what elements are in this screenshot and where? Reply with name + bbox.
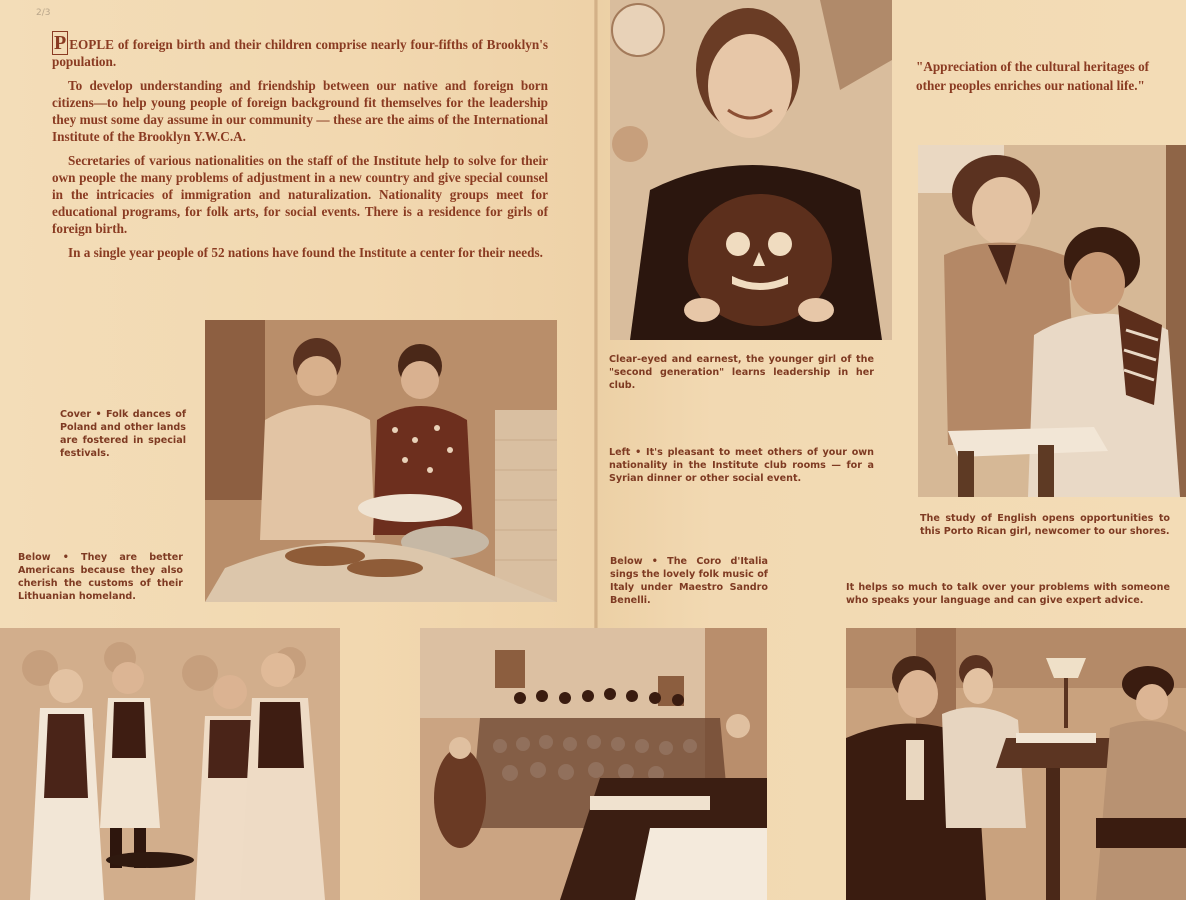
photo-porto-rican-study — [918, 145, 1186, 497]
caption-cover: Cover • Folk dances of Poland and other lands are fostered in special festivals. — [60, 409, 186, 459]
photo-syrian-dinner — [205, 320, 557, 602]
pull-quote: "Appreciation of the cultural heritages of other peoples enriches our national life." — [916, 59, 1150, 93]
photo-coro-ditalia — [420, 628, 767, 900]
photo-counsel-meeting — [846, 628, 1186, 900]
photo-lithuanian-costumes — [0, 628, 340, 900]
caption-counsel: It helps so much to talk over your problems with someone who speaks your language and can give expert advice. — [846, 582, 1170, 606]
intro-paragraph-4: In a single year people of 52 nations have found the Institute a center for their needs. — [68, 245, 543, 260]
caption-below-coro: Below • The Coro d'Italia sings the lovely folk music of Italy under Maestro Sandro Benelli. — [610, 556, 768, 606]
intro-paragraph-3: Secretaries of various nationalities on the staff of the Institute help to solve for their own people the many problems of adjustment in a new country and give special counsel in the intricacies of immigration and naturalization. Nationality groups meet for educational programs, for folk arts, for social events. There is a residence for girls of foreign birth. — [52, 153, 548, 236]
caption-below-lithuanian: Below • They are better Americans because they also cherish the customs of their Lithuanian homeland. — [18, 552, 183, 602]
caption-second-generation: Clear-eyed and earnest, the younger girl of the "second generation" learns leadership in her club. — [609, 354, 874, 391]
intro-paragraph-1: P EOPLE of foreign birth and their children comprise nearly four-fifths of Brooklyn's population. — [52, 32, 548, 69]
caption-left-syrian: Left • It's pleasant to meet others of your own nationality in the Institute club rooms — for a Syrian dinner or other social event. — [609, 447, 874, 484]
caption-porto-rican: The study of English opens opportunities to this Porto Rican girl, newcomer to our shores. — [920, 513, 1170, 537]
intro-text — [52, 32, 548, 268]
pencil-mark: 2/3 — [36, 8, 51, 18]
intro-paragraph-2: To develop understanding and friendship between our native and foreign born citizens—to help young people of foreign background fit themselves for the leadership they must some day assume in our community — these are the aims of the International Institute of the Brooklyn Y.W.C.A. — [52, 78, 548, 144]
drop-cap: P — [54, 32, 67, 54]
photo-second-generation-girl — [610, 0, 892, 340]
